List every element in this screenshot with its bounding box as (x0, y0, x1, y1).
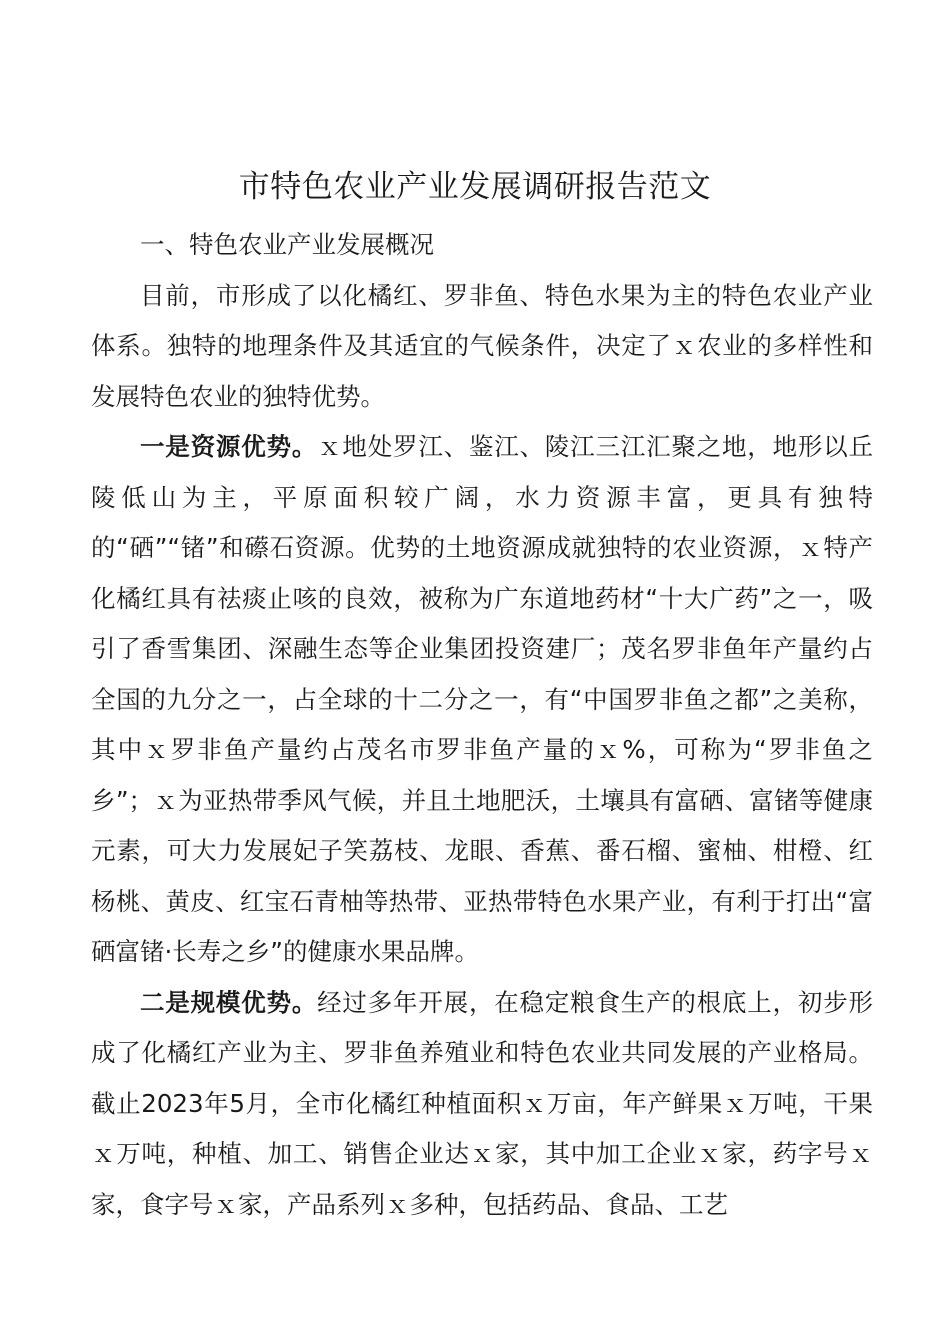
paragraph-text: 经过多年开展，在稳定粮食生产的根底上，初步形成了化橘红产业为主、罗非鱼养殖业和特色农业共同发展的产业格局。截止2023年5月，全市化橘红种植面积ｘ万亩，年产鲜果ｘ万吨，干果ｘ万吨，种植、加工、销售企业达ｘ家，其中加工企业ｘ家，药字号ｘ家，食字号ｘ家，产品系列ｘ多种，包括药品、食品、工艺 (91, 987, 873, 1219)
paragraph-scale-advantage (91, 978, 873, 1231)
paragraph-text: 目前，市形成了以化橘红、罗非鱼、特色水果为主的特色农业产业体系。独特的地理条件及其适宜的气候条件，决定了ｘ农业的多样性和发展特色农业的独特优势。 (91, 280, 873, 411)
paragraph-text: ｘ地处罗江、鉴江、陵江三江汇聚之地，地形以丘陵低山为主，平原面积较广阔，水力资源丰富，更具有独特的“硒”“锗”和礤石资源。优势的土地资源成就独特的农业资源，ｘ特产化橘红具有祛痰止咳的良效，被称为广东道地药材“十大广药”之一，吸引了香雪集团、深融生态等企业集团投资建厂；茂名罗非鱼年产量约占全国的九分之一，占全球的十二分之一，有“中国罗非鱼之都”之美称，其中ｘ罗非鱼产量约占茂名市罗非鱼产量的ｘ%，可称为“罗非鱼之乡”；ｘ为亚热带季风气候，并且土地肥沃，土壤具有富硒、富锗等健康元素，可大力发展妃子笑荔枝、龙眼、香蕉、番石榴、蜜柚、柑橙、红杨桃、黄皮、红宝石青柚等热带、亚热带特色水果产业，有利于打出“富硒富锗·长寿之乡”的健康水果品牌。 (91, 432, 873, 966)
paragraph-lead: 一是资源优势。 (140, 432, 318, 461)
document-body (91, 220, 873, 1230)
paragraph-resource-advantage (91, 422, 873, 978)
section-heading: 一、特色农业产业发展概况 (140, 230, 434, 259)
paragraph-lead: 二是规模优势。 (140, 987, 318, 1017)
paragraph-overview (91, 271, 873, 423)
document-title: 市特色农业产业发展调研报告范文 (238, 169, 712, 205)
